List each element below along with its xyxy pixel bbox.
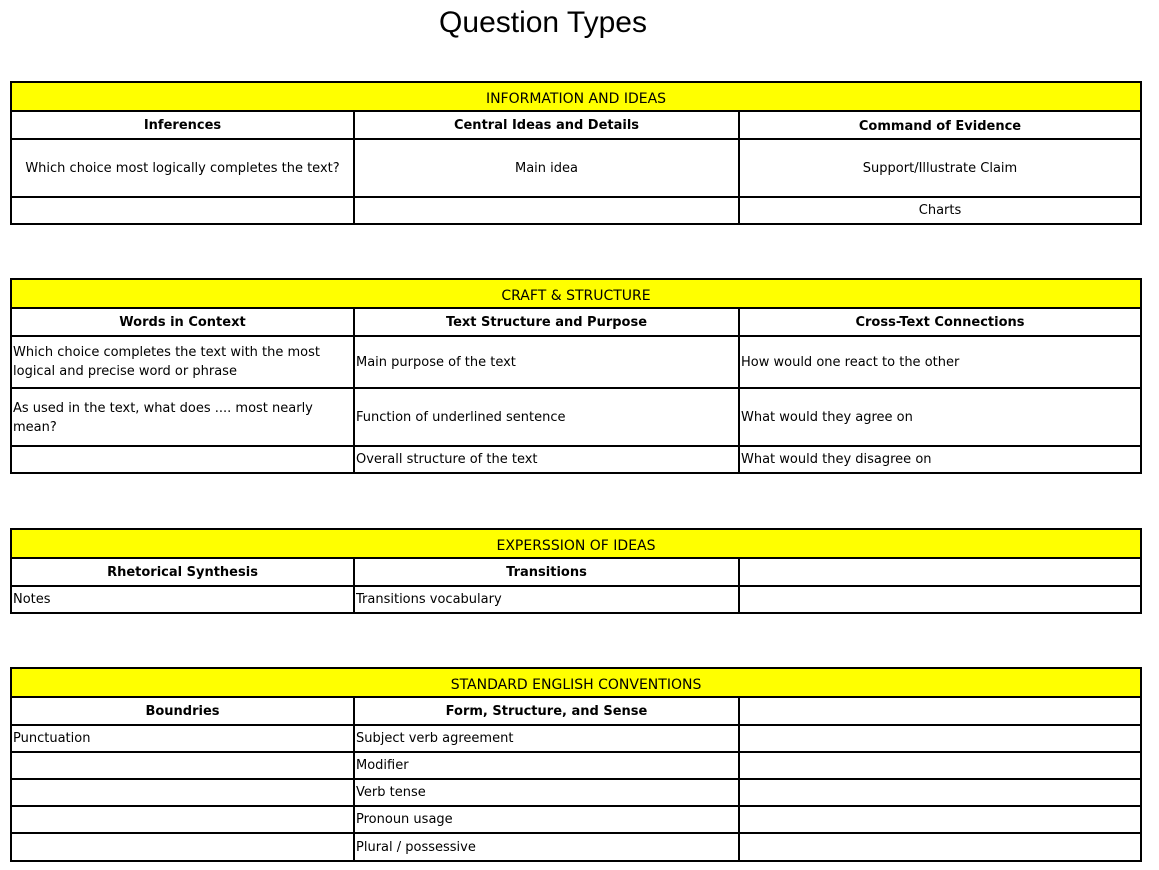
column-header [739, 558, 1141, 586]
column-header: Text Structure and Purpose [354, 308, 739, 336]
table-cell [354, 197, 739, 224]
table-cell: Transitions vocabulary [354, 586, 739, 613]
column-header: Command of Evidence [739, 111, 1141, 139]
table-cell [11, 779, 354, 806]
table-row [11, 779, 1141, 806]
table-cell: Main idea [354, 139, 739, 197]
table-cell: How would one react to the other [739, 336, 1141, 388]
table-cell [739, 779, 1141, 806]
table-row [11, 139, 1141, 197]
section-header: INFORMATION AND IDEAS [11, 82, 1141, 111]
table-row [11, 806, 1141, 833]
table-cell: Pronoun usage [354, 806, 739, 833]
table-row [11, 388, 1141, 446]
table-cell: Which choice most logically completes the text? [11, 139, 354, 197]
table-cell: Plural / possessive [354, 833, 739, 861]
table-cell [11, 752, 354, 779]
table-cell: Verb tense [354, 779, 739, 806]
column-header: Words in Context [11, 308, 354, 336]
table-cell: What would they disagree on [739, 446, 1141, 473]
table-cell: Subject verb agreement [354, 725, 739, 752]
table-cell: What would they agree on [739, 388, 1141, 446]
column-header: Central Ideas and Details [354, 111, 739, 139]
section-header: CRAFT & STRUCTURE [11, 279, 1141, 308]
table-cell [11, 833, 354, 861]
section-information-and-ideas [10, 81, 1142, 225]
table-cell: Notes [11, 586, 354, 613]
section-header: STANDARD ENGLISH CONVENTIONS [11, 668, 1141, 697]
column-header: Inferences [11, 111, 354, 139]
section-header: EXPERSSION OF IDEAS [11, 529, 1141, 558]
section-expression-of-ideas [10, 528, 1142, 614]
column-header [739, 697, 1141, 725]
table-cell: Support/Illustrate Claim [739, 139, 1141, 197]
table-row [11, 586, 1141, 613]
table-row [11, 752, 1141, 779]
table-row [11, 725, 1141, 752]
table-cell: Punctuation [11, 725, 354, 752]
page-title: Question Types [439, 6, 647, 39]
table-cell: As used in the text, what does .... most nearly mean? [11, 388, 354, 446]
table-row [11, 833, 1141, 861]
table-cell: Function of underlined sentence [354, 388, 739, 446]
table-cell: Overall structure of the text [354, 446, 739, 473]
table-row [11, 446, 1141, 473]
table-cell [11, 806, 354, 833]
table-cell [739, 806, 1141, 833]
table-cell [739, 725, 1141, 752]
section-standard-english-conventions [10, 667, 1142, 862]
column-header: Transitions [354, 558, 739, 586]
table-cell: Which choice completes the text with the most logical and precise word or phrase [11, 336, 354, 388]
column-header: Cross-Text Connections [739, 308, 1141, 336]
section-craft-and-structure [10, 278, 1142, 474]
table-cell [739, 586, 1141, 613]
table-cell [739, 752, 1141, 779]
column-header: Form, Structure, and Sense [354, 697, 739, 725]
table-cell [739, 833, 1141, 861]
column-header: Boundries [11, 697, 354, 725]
column-header: Rhetorical Synthesis [11, 558, 354, 586]
table-cell: Modifier [354, 752, 739, 779]
table-cell: Charts [739, 197, 1141, 224]
table-cell [11, 446, 354, 473]
table-cell: Main purpose of the text [354, 336, 739, 388]
table-row [11, 336, 1141, 388]
table-row [11, 197, 1141, 224]
table-cell [11, 197, 354, 224]
